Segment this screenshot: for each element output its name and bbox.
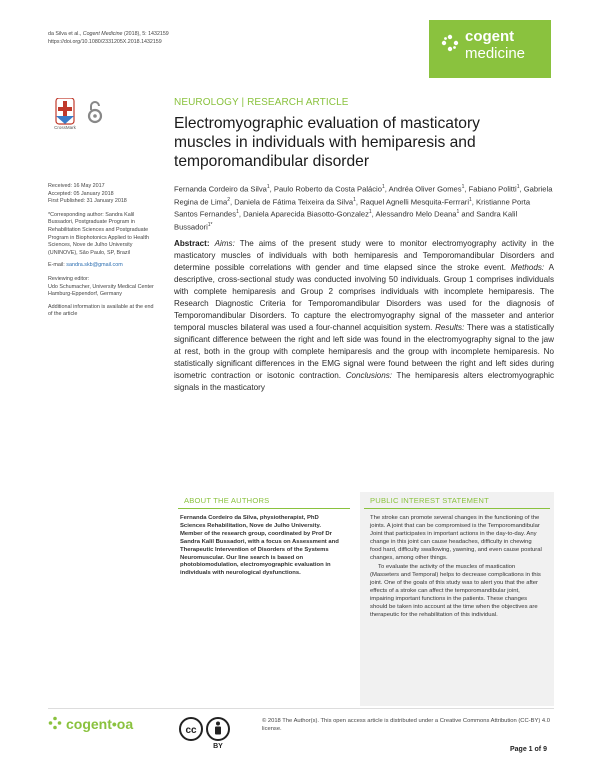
page-number: Page 1 of 9 [510, 746, 547, 753]
additional-info: Additional information is available at the end of the article [48, 303, 154, 318]
author-name: Daniela de Fátima Teixeira da Silva [234, 197, 354, 207]
svg-text:cc: cc [185, 725, 197, 736]
received-date: Received: 16 May 2017 [48, 183, 105, 189]
footer-divider [48, 708, 554, 709]
author-affiliation: 1 [516, 184, 520, 190]
author-affiliation: 1 [266, 184, 270, 190]
journal-name: Cogent Medicine [82, 31, 123, 37]
author-name: Daniela Aparecida Biasotto-Gonzalez [243, 209, 369, 219]
conclusions-label: Conclusions: [345, 371, 393, 380]
author-name: Fernanda Cordeiro da Silva [174, 184, 267, 194]
author-affiliation: 1 [353, 196, 356, 203]
cogent-dots-icon [441, 34, 459, 52]
author-affiliation: 1 [469, 196, 472, 203]
abstract-label: Abstract: [174, 239, 210, 248]
brand-line1: cogent [465, 28, 515, 45]
public-interest-box [360, 492, 554, 706]
author-name: Gabriela Regina de Lima [174, 184, 553, 207]
cogent-oa-dots-icon [48, 716, 62, 730]
cogent-medicine-logo [429, 20, 551, 78]
author-affiliation: 1 [236, 209, 239, 216]
cc-by-label: BY [213, 743, 223, 750]
results-text: There was a statistically significant difference between the right and left side was found in the electromyography signal to the jaw at rest, both in the group with complete hemiparesis and the group with incomplete hemiparesis. No statistically significant differences in the EMG signal were found between the right and left sides during isometric contraction or isotonic contraction. [174, 323, 555, 380]
author-name: Kristianne Porta Santos Fernandes [174, 197, 531, 219]
public-interest-heading: PUBLIC INTEREST STATEMENT [364, 492, 550, 509]
public-interest-p1: The stroke can promote several changes in the functioning of the joints. A joint that can be compromised is the Temporomandibular Joint that participates in important actions in the day-to-day. Any change in this joint can cause headaches, difficulty in chewing food hard, difficulty swallowing, yawning, and even cause postural changes, among other things. [370, 515, 542, 561]
public-interest-body [360, 512, 554, 620]
email-link[interactable]: sandra.skb@gmail.com [66, 262, 123, 269]
public-interest-p2: To evaluate the activity of the muscles of mastication (Masseters and Temporal) helps to decrease complications in this joint. One of the goals of this study was to alert you that the after effects of a stroke can affect the temporomandibular joint, impairing important functions in the patients. These changes should be taken into account at the time when the objectives are therapeutic for the rehabilitation of this individual. [370, 564, 541, 618]
license-text: © 2018 The Author(s). This open access article is distributed under a Creative Commons Attribution (CC-BY) 4.0 license. [262, 718, 550, 733]
article-title: Electromyographic evaluation of masticatory muscles in individuals with hemiparesis and temporomandibular disorder [174, 115, 480, 170]
author-affiliation: 1 [461, 184, 465, 190]
article-sidebar [48, 183, 154, 324]
published-date: First Published: 31 January 2018 [48, 198, 127, 205]
accepted-date: Accepted: 05 January 2018 [48, 190, 114, 197]
open-access-icon [85, 100, 105, 124]
citation-header [48, 30, 308, 46]
author-name: Fabiano Politti [468, 184, 517, 194]
brand-line2: medicine [465, 45, 526, 62]
author-affiliation: 1* [207, 221, 213, 228]
methods-text: A descriptive, cross-sectional study was conducted involving 50 individuals. Group 1 comprises individuals with complete hemiparesis and Group 2 comprises individuals with incomplete hemiparesis. The Research Diagnostic Criteria for Temporomandibular Disorders was used for the diagnosis of Temporomandibular Disorders. To capture the electromyography signal of the masseter and anterior temporal muscles bilateral was used a four-channel acquisition system. [174, 263, 555, 332]
citation-suffix: (2018), 5: 1432159 [122, 31, 169, 37]
author-name: Andréa Oliver Gomes [388, 184, 462, 194]
reviewing-editor: Udo Schumacher, University Medical Center Hamburg-Eppendorf, Germany [48, 283, 154, 298]
email-label: E-mail: [48, 262, 67, 269]
creative-commons-icon[interactable] [176, 716, 236, 750]
author-list: Fernanda Cordeiro da Silva$^1$, Paulo Roberto da Costa Palácio$^1$, Andréa Oliver Gomes$^1$, Fabiano Politti$^1$, Gabriela Regina de Lima$^2$, Daniela de Fátima Teixeira da Silva$^1$, Raquel Agnelli Mesquita-Ferrrari$^1$, Kristianne Porta Santos Fernandes$^1$, Daniela Aparecida Biasotto-Gonzalez$^1$, Alessandro Melo Deana$^1$ and Sandra Kalil Bussadori$^{1*}$ [174, 184, 553, 232]
cogent-oa-logo: cogent•oa [66, 716, 134, 732]
conclusions-text: The hemiparesis alters electromyographic signals in the masticatory [174, 371, 554, 392]
abstract [174, 238, 554, 394]
email-line [48, 262, 154, 270]
author-affiliation: 1 [381, 184, 385, 190]
author-name: Paulo Roberto da Costa Palácio [273, 184, 382, 194]
citation-prefix: da Silva et al., [48, 31, 83, 37]
about-heading: ABOUT THE AUTHORS [178, 492, 350, 509]
about-text: Fernanda Cordeiro da Silva, physiotherapist, PhD Sciences Rehabilitation, Nove de Julho University. Member of the research group, coordinated by Prof Dr Sandra Kalil Bussadori, with a focus on Assessment and Therapeutic Intervention of Disorders of the Systems Neuromuscular. Our line search is based on photobiomodulation, electromyographic evaluation in individuals with neurological dysfunctions. [180, 515, 339, 577]
reviewing-editor-label: Reviewing editor: [48, 275, 90, 282]
crossmark-label: CrossMark [54, 125, 76, 130]
author-affiliation: 1 [456, 209, 460, 216]
aims-label: Aims: [214, 239, 235, 248]
doi-link[interactable]: https://doi.org/10.1080/2331205X.2018.1432159 [48, 39, 162, 45]
author-name: Raquel Agnelli Mesquita-Ferrrari [360, 197, 470, 207]
author-affiliation: 1 [368, 209, 372, 216]
aims-text: The aims of the present study were to monitor electromyography activity in the masticatory muscles of individuals with both hemiparesis and Temporomandibular Disorders and determine possible correlations with gender and time elapsed since the stroke event. [174, 239, 554, 272]
author-affiliation: 2 [227, 196, 230, 203]
results-label: Results: [435, 323, 465, 332]
author-name: Alessandro Melo Deana [375, 209, 457, 219]
methods-label: Methods: [510, 263, 545, 272]
about-the-authors-box [174, 492, 354, 604]
section-label: NEUROLOGY | RESEARCH ARTICLE [174, 97, 349, 108]
corresponding-author: *Corresponding author: Sandra Kalil Bussadori, Postgraduate Program in Rehabilitation Sciences and Postgraduate Program in Biophotonics Applied to Health Sciences, Nove de Julho University (UNINOVE), São Paulo, SP, Brazil [48, 211, 149, 256]
author-name: Sandra Kalil Bussadori [174, 209, 518, 232]
